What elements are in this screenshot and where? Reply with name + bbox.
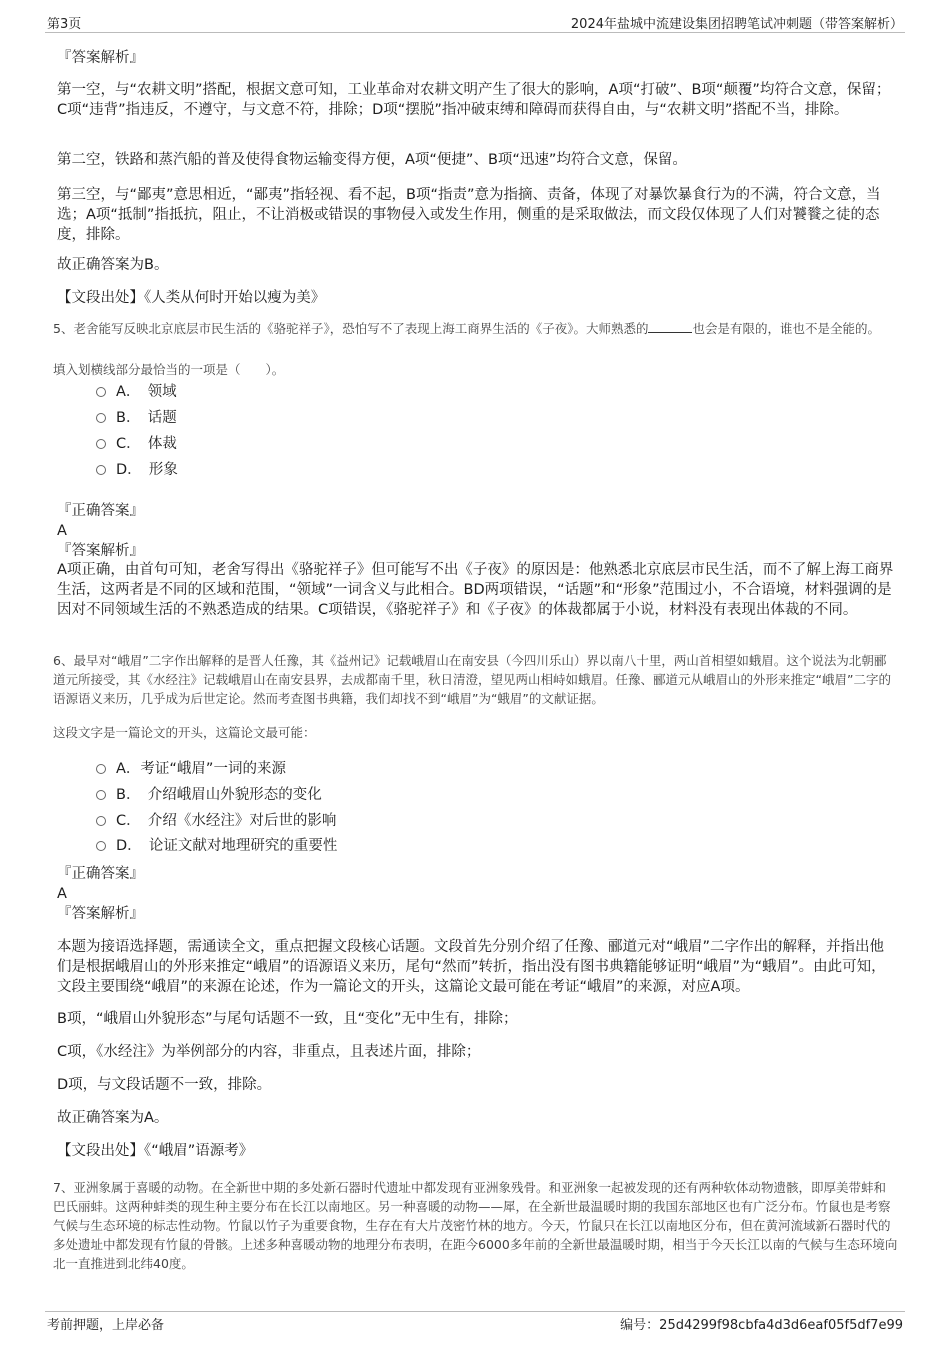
radio-icon[interactable] [96, 841, 106, 851]
q6-analysis-p3: C项，《水经注》为举例部分的内容，非重点，且表述片面，排除； [57, 1044, 481, 1060]
q6-source: 【文段出处】《“峨眉”语源考》 [57, 1143, 254, 1159]
q6-analysis-p4: D项，与文段话题不一致，排除。 [57, 1077, 272, 1093]
q6-option-d[interactable]: D． 论证文献对地理研究的重要性 [96, 836, 337, 856]
q5-analysis: A项正确，由首句可知，老舍写得出《骆驼祥子》但可能写不出《子夜》的原因是：他熟悉北京底层市民生活，而不了解上海工商界生活，这两者是不同的区域和范围，“领域”一词含义与此相合。BD两项错误，“话题”和“形象”范围过小，不合语境，材料强调的是因对不同领域生活的不熟悉造成的结果。C项错误，《骆驼祥子》和《子夜》的体裁都属于小说，材料没有表现出体裁的不同。 [57, 562, 894, 618]
document-title: 2024年盐城中流建设集团招聘笔试冲刺题（带答案解析） [570, 17, 903, 32]
q5-stem-a: 5、老舍能写反映北京底层市民生活的《骆驼祥子》，恐怕写不了表现上海工商界生活的《子夜》。大师熟悉的 [53, 321, 649, 336]
q4-source: 【文段出处】《人类从何时开始以瘦为美》 [57, 290, 326, 306]
q6-option-c[interactable]: C． 介绍《水经注》对后世的影响 [96, 811, 336, 831]
q5-option-b[interactable]: B． 话题 [96, 408, 177, 428]
code-label: 编号： [620, 1318, 660, 1333]
q5-option-c[interactable]: C． 体裁 [96, 434, 177, 454]
radio-icon[interactable] [96, 816, 106, 826]
radio-icon[interactable] [96, 439, 106, 449]
q6-answer-label: 『正确答案』 [57, 866, 144, 882]
radio-icon[interactable] [96, 790, 106, 800]
q6-option-b[interactable]: B． 介绍峨眉山外貌形态的变化 [96, 785, 322, 805]
q4-analysis-p2: 第二空，铁路和蒸汽船的普及使得食物运输变得方便，A项“便捷”、B项“迅速”均符合文意，保留。 [57, 152, 687, 168]
q5-analysis-label: 『答案解析』 [57, 543, 144, 559]
header-divider [45, 32, 905, 33]
q6-analysis-p1: 本题为接语选择题，需通读全文，重点把握文段核心话题。文段首先分别介绍了任豫、郦道元对“峨眉”二字作出的解释，并指出他们是根据峨眉山的外形来推定“峨眉”的语源语义来历，尾句“然而”转折，指出没有图书典籍能够证明“峨眉”为“蛾眉”。由此可知，文段主要围绕“峨眉”的来源在论述，作为一篇论文的开头，这篇论文最可能在考证“峨眉”的来源，对应A项。 [57, 939, 886, 995]
document-code [620, 1314, 903, 1333]
q6-analysis-label: 『答案解析』 [57, 906, 144, 922]
q6-option-a[interactable]: A．考证“峨眉”一词的来源 [96, 759, 286, 779]
radio-icon[interactable] [96, 465, 106, 475]
footer-slogan: 考前押题，上岸必备 [47, 1318, 165, 1333]
q5-option-d[interactable]: D． 形象 [96, 460, 178, 480]
radio-icon[interactable] [96, 413, 106, 423]
q5-prompt: 填入划横线部分最恰当的一项是（ ）。 [53, 362, 285, 377]
q5-stem-b: 也会是有限的，谁也不是全能的。 [692, 321, 880, 336]
q5-stem [53, 319, 898, 338]
q5-answer-label: 『正确答案』 [57, 503, 144, 519]
radio-icon[interactable] [96, 387, 106, 397]
page-number: 第3页 [47, 17, 82, 32]
footer-divider [45, 1311, 905, 1312]
q4-analysis-label: 『答案解析』 [57, 50, 144, 66]
q4-analysis-p1: 第一空，与“农耕文明”搭配，根据文意可知，工业革命对农耕文明产生了很大的影响，A项“打破”、B项“颠覆”均符合文意，保留；C项“违背”指违反，不遵守，与文意不符，排除；D项“摆脱”指冲破束缚和障碍而获得自由，与“农耕文明”搭配不当，排除。 [57, 82, 891, 118]
fill-blank [648, 320, 692, 333]
q6-answer: A [57, 886, 67, 902]
code-value: 25d4299f98cbfa4d3d6eaf05f5df7e99 [659, 1318, 903, 1333]
q6-stem: 6、最早对“峨眉”二字作出解释的是晋人任豫，其《益州记》记载峨眉山在南安县（今四川乐山）界以南八十里，两山首相望如蛾眉。这个说法为北朝郦道元所接受，其《水经注》记载峨眉山在南安县界，去成都南千里，秋日清澄，望见两山相峙如蛾眉。任豫、郦道元从峨眉山的外形来推定“峨眉”二字的语源语义来历，几乎成为后世定论。然而考查图书典籍，我们却找不到“峨眉”为“蛾眉”的文献证据。 [53, 653, 891, 706]
q6-prompt: 这段文字是一篇论文的开头，这篇论文最可能： [53, 725, 316, 740]
q5-option-a[interactable]: A． 领域 [96, 382, 177, 402]
q5-answer: A [57, 523, 67, 539]
q7-stem: 7、亚洲象属于喜暖的动物。在全新世中期的多处新石器时代遗址中都发现有亚洲象残骨。和亚洲象一起被发现的还有两种软体动物遗骸，即厚美带蚌和巴氏丽蚌。这两种蚌类的现生种主要分布在长江以南地区。另一种喜暖的动物——犀，在全新世最温暖时期的我国东部地区也有广泛分布。竹鼠也是考察气候与生态环境的标志性动物。竹鼠以竹子为重要食物，生存在有大片茂密竹林的地方。今天，竹鼠只在长江以南地区分布，但在黄河流域新石器时代的多处遗址中都发现有竹鼠的骨骸。上述多种喜暖动物的地理分布表明，在距今6000多年前的全新世最温暖时期，相当于今天长江以南的气候与生态环境向北一直推进到北纬40度。 [53, 1180, 898, 1271]
q6-analysis-p2: B项，“峨眉山外貌形态”与尾句话题不一致，且“变化”无中生有，排除； [57, 1011, 518, 1027]
q4-analysis-p3: 第三空，与“鄙夷”意思相近，“鄙夷”指轻视、看不起，B项“指责”意为指摘、责备，体现了对暴饮暴食行为的不满，符合文意，当选；A项“抵制”指抵抗，阻止，不让消极或错误的事物侵入或发生作用，侧重的是采取做法，而文段仅体现了人们对饕餮之徒的态度，排除。 [57, 187, 881, 243]
radio-icon[interactable] [96, 764, 106, 774]
q4-answer-summary: 故正确答案为B。 [57, 257, 169, 273]
q6-answer-summary: 故正确答案为A。 [57, 1110, 169, 1126]
